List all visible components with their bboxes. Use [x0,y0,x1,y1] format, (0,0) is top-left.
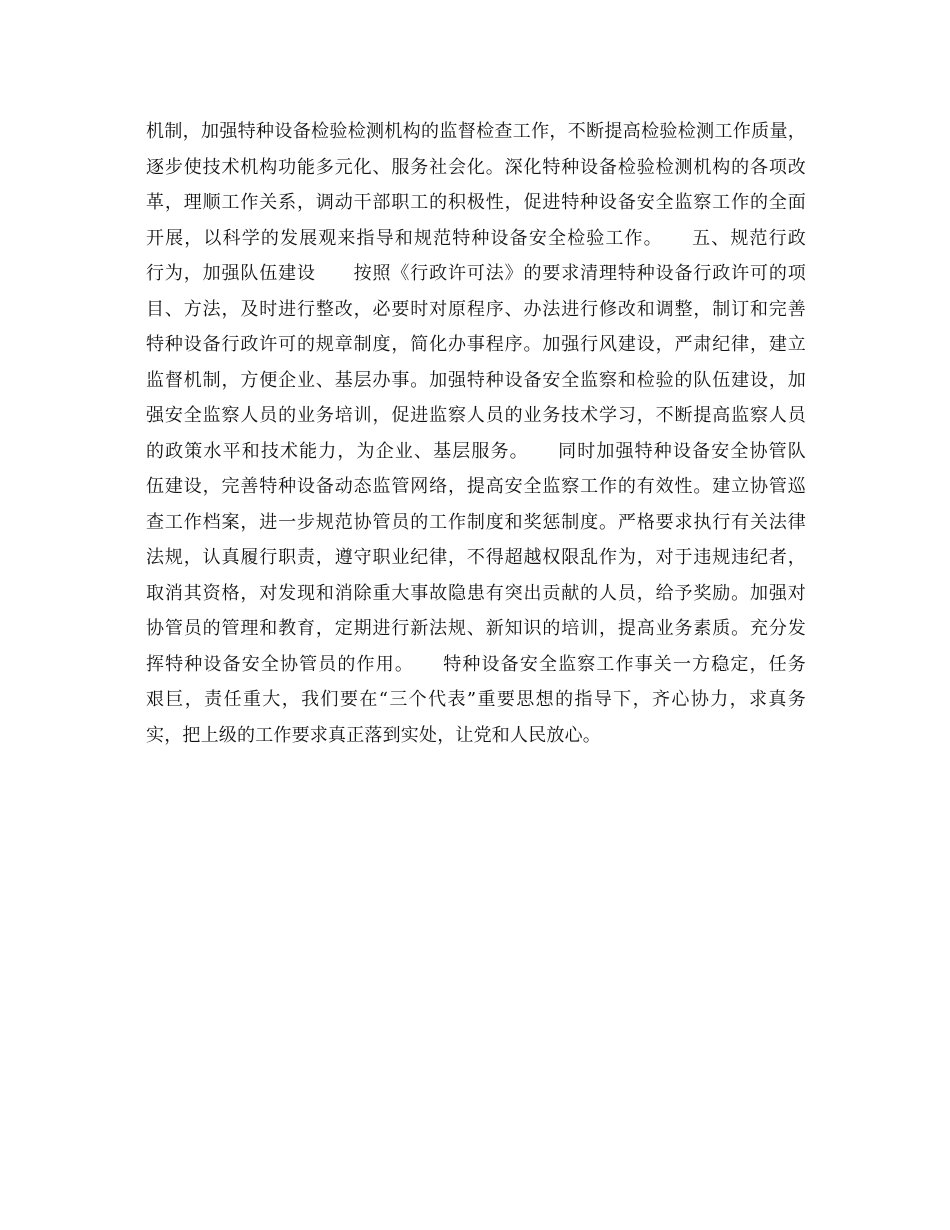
text-line: 特种设备行政许可的规章制度，简化办事程序。加强行风建设，严肃纪律，建立 [146,334,806,355]
body-text [146,114,806,753]
text-line: 机制，加强特种设备检验检测机构的监督检查工作，不断提高检验检测工作质量， [146,121,806,142]
text-line: 查工作档案，进一步规范协管员的工作制度和奖惩制度。严格要求执行有关法律 [146,511,806,533]
text-line: 逐步使技术机构功能多元化、服务社会化。深化特种设备检验检测机构的各项改 [146,156,806,178]
text-line: 的政策水平和技术能力，为企业、基层服务。 同时加强特种设备安全协管队 [146,440,806,462]
text-line: 伍建设，完善特种设备动态监管网络，提高安全监察工作的有效性。建立协管巡 [146,476,806,497]
text-line: 实，把上级的工作要求真正落到实处，让党和人民放心。 [146,724,601,746]
text-line: 挥特种设备安全协管员的作用。 特种设备安全监察工作事关一方稳定，任务 [146,653,806,675]
text-line: 强安全监察人员的业务培训，促进监察人员的业务技术学习，不断提高监察人员 [146,405,806,426]
text-line: 开展，以科学的发展观来指导和规范特种设备安全检验工作。 五、规范行政 [146,227,806,249]
text-line: 目、方法，及时进行整改，必要时对原程序、办法进行修改和调整，制订和完善 [146,298,806,320]
text-line: 监督机制，方便企业、基层办事。加强特种设备安全监察和检验的队伍建设，加 [146,369,806,391]
text-line: 革，理顺工作关系，调动干部职工的积极性，促进特种设备安全监察工作的全面 [146,192,806,213]
text-line: 艰巨，责任重大，我们要在“三个代表”重要思想的指导下，齐心协力，求真务 [146,689,806,710]
text-line: 取消其资格，对发现和消除重大事故隐患有突出贡献的人员，给予奖励。加强对 [146,582,806,604]
text-line: 协管员的管理和教育，定期进行新法规、新知识的培训，提高业务素质。充分发 [146,618,806,639]
text-line: 行为，加强队伍建设 按照《行政许可法》的要求清理特种设备行政许可的项 [146,263,806,284]
text-line: 法规，认真履行职责，遵守职业纪律，不得超越权限乱作为，对于违规违纪者， [146,547,806,568]
